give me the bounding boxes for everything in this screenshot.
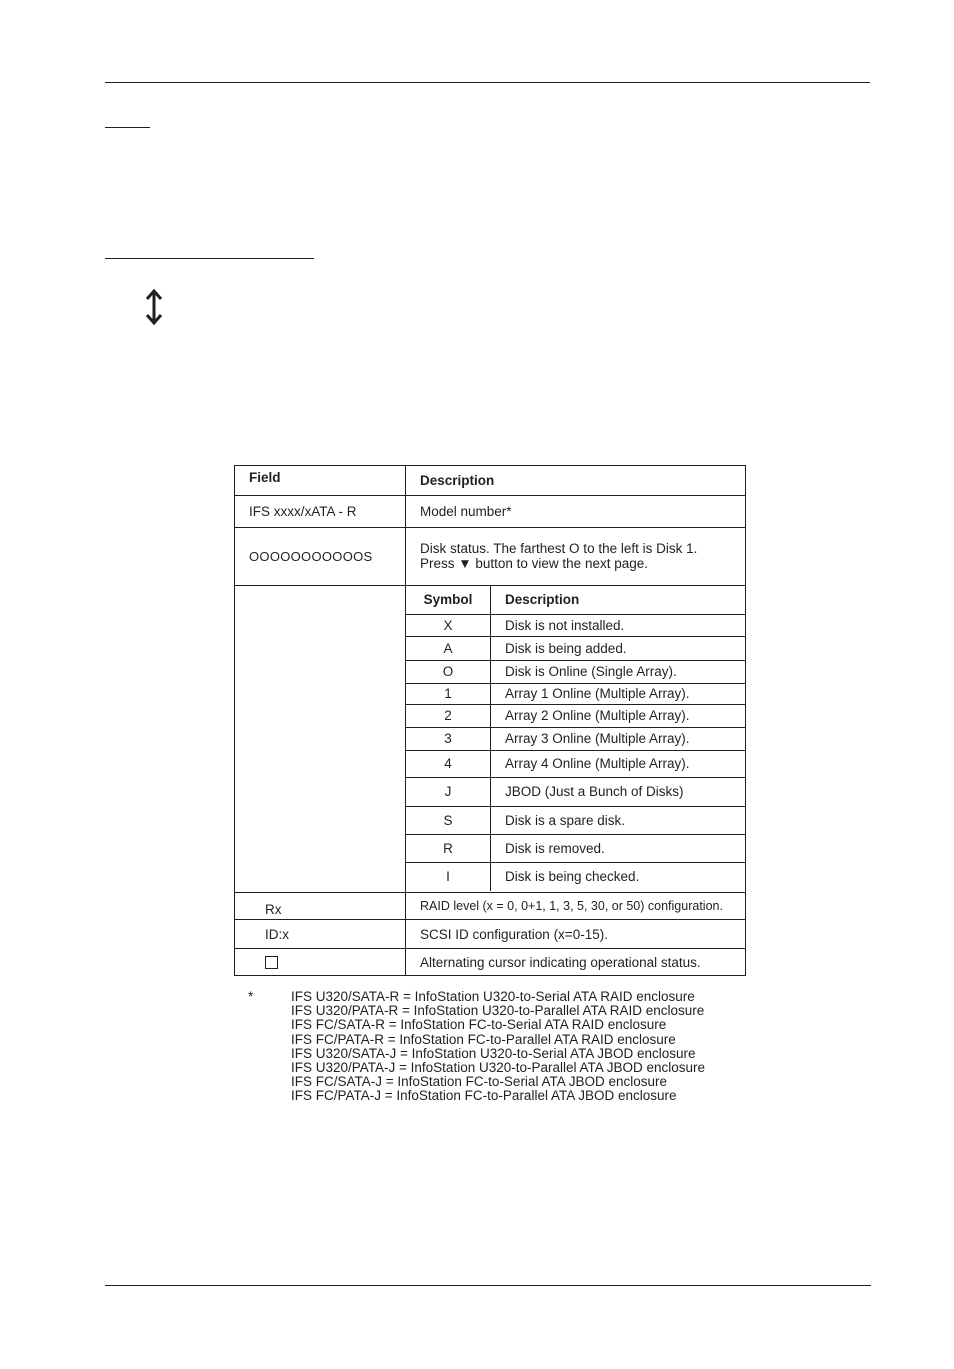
- symbol-row: [406, 727, 745, 750]
- symbol-description: Array 3 Online (Multiple Array).: [491, 727, 746, 750]
- symbol-value: A: [406, 636, 491, 660]
- footnote-line: IFS FC/SATA-J = InfoStation FC-to-Serial ATA JBOD enclosure: [291, 1074, 667, 1090]
- desc-scsi-id: SCSI ID configuration (x=0-15).: [406, 920, 746, 949]
- symbol-description: Array 1 Online (Multiple Array).: [491, 683, 746, 704]
- symbol-row: [406, 750, 745, 777]
- symbol-value: 2: [406, 704, 491, 727]
- symbol-value: 1: [406, 683, 491, 704]
- symbol-value: I: [406, 862, 491, 891]
- symbol-header: Symbol: [406, 586, 491, 614]
- symbol-value: 4: [406, 750, 491, 777]
- header-rule: [105, 82, 870, 83]
- header-description: Description: [406, 466, 746, 496]
- field-disk-status: OOOOOOOOOOOS: [235, 528, 406, 586]
- symbol-row: [406, 862, 745, 891]
- symbol-value: J: [406, 777, 491, 806]
- symbol-row: [406, 806, 745, 834]
- desc-raid-level: RAID level (x = 0, 0+1, 1, 3, 5, 30, or 50) configuration.: [406, 893, 746, 920]
- footnote-line: IFS U320/SATA-R = InfoStation U320-to-Serial ATA RAID enclosure: [291, 989, 695, 1004]
- header-field: Field: [235, 466, 406, 496]
- symbol-value: R: [406, 834, 491, 862]
- footnote-line: IFS U320/PATA-J = InfoStation U320-to-Parallel ATA JBOD enclosure: [291, 1060, 706, 1076]
- footnote-marker: *: [248, 989, 254, 1004]
- symbol-table-cell: [406, 586, 746, 893]
- empty-square-cursor-icon: [265, 956, 278, 969]
- lcd-status-table: [234, 465, 746, 976]
- footer-rule: [105, 1285, 871, 1286]
- symbol-description: Array 2 Online (Multiple Array).: [491, 704, 746, 727]
- symbol-value: X: [406, 614, 491, 636]
- symbol-row: [406, 614, 745, 636]
- desc-disk-status-line1: Disk status. The farthest O to the left is Disk 1.: [420, 541, 698, 556]
- field-raid-level: Rx: [235, 893, 406, 920]
- up-down-arrow-icon: [144, 289, 164, 325]
- desc-model: Model number*: [406, 496, 746, 528]
- symbol-description: Disk is not installed.: [491, 614, 746, 636]
- symbol-value: O: [406, 660, 491, 683]
- desc-cursor: Alternating cursor indicating operational status.: [406, 949, 746, 976]
- symbol-section-row: [235, 586, 746, 893]
- symbol-row: [406, 683, 745, 704]
- footnote-line: IFS FC/PATA-R = InfoStation FC-to-Parallel ATA RAID enclosure: [291, 1031, 676, 1047]
- symbol-row: [406, 834, 745, 862]
- footnote-line: IFS U320/SATA-J = InfoStation U320-to-Serial ATA JBOD enclosure: [291, 1045, 696, 1061]
- table-row: [235, 920, 746, 949]
- symbol-value: S: [406, 806, 491, 834]
- symbol-description: Disk is a spare disk.: [491, 806, 746, 834]
- symbol-row: [406, 704, 745, 727]
- symbol-table: [406, 586, 745, 891]
- symbol-row: [406, 777, 745, 806]
- footnote-line: IFS FC/PATA-J = InfoStation FC-to-Parallel ATA JBOD enclosure: [291, 1088, 677, 1104]
- field-model: IFS xxxx/xATA - R: [235, 496, 406, 528]
- table-row: [235, 528, 746, 586]
- symbol-description: Disk is removed.: [491, 834, 746, 862]
- footnote-lines: [291, 990, 705, 1104]
- footnote-line: IFS U320/PATA-R = InfoStation U320-to-Parallel ATA RAID enclosure: [291, 1003, 705, 1019]
- symbol-description: Disk is being added.: [491, 636, 746, 660]
- symbol-desc-header: Description: [505, 592, 580, 608]
- table-row: [235, 949, 746, 976]
- field-scsi-id: ID:x: [235, 920, 406, 949]
- footnote-line: IFS FC/SATA-R = InfoStation FC-to-Serial ATA RAID enclosure: [291, 1017, 667, 1033]
- symbol-row: [406, 636, 745, 660]
- field-cursor: [235, 949, 406, 976]
- symbol-row: [406, 660, 745, 683]
- symbol-description: Disk is being checked.: [491, 862, 746, 891]
- symbol-description: JBOD (Just a Bunch of Disks): [491, 777, 746, 806]
- symbol-value: 3: [406, 727, 491, 750]
- table-header-row: [235, 466, 746, 496]
- symbol-description: Disk is Online (Single Array).: [491, 660, 746, 683]
- symbol-description: Array 4 Online (Multiple Array).: [491, 750, 746, 777]
- table-row: [235, 496, 746, 528]
- symbol-header-row: [406, 586, 745, 614]
- symbol-section-empty-cell: [235, 586, 406, 893]
- heading-underline-short: [105, 127, 150, 128]
- desc-disk-status: [406, 528, 746, 586]
- desc-disk-status-line2: Press ▼ button to view the next page.: [420, 555, 648, 571]
- heading-underline-long: [105, 258, 314, 259]
- table-row: [235, 893, 746, 920]
